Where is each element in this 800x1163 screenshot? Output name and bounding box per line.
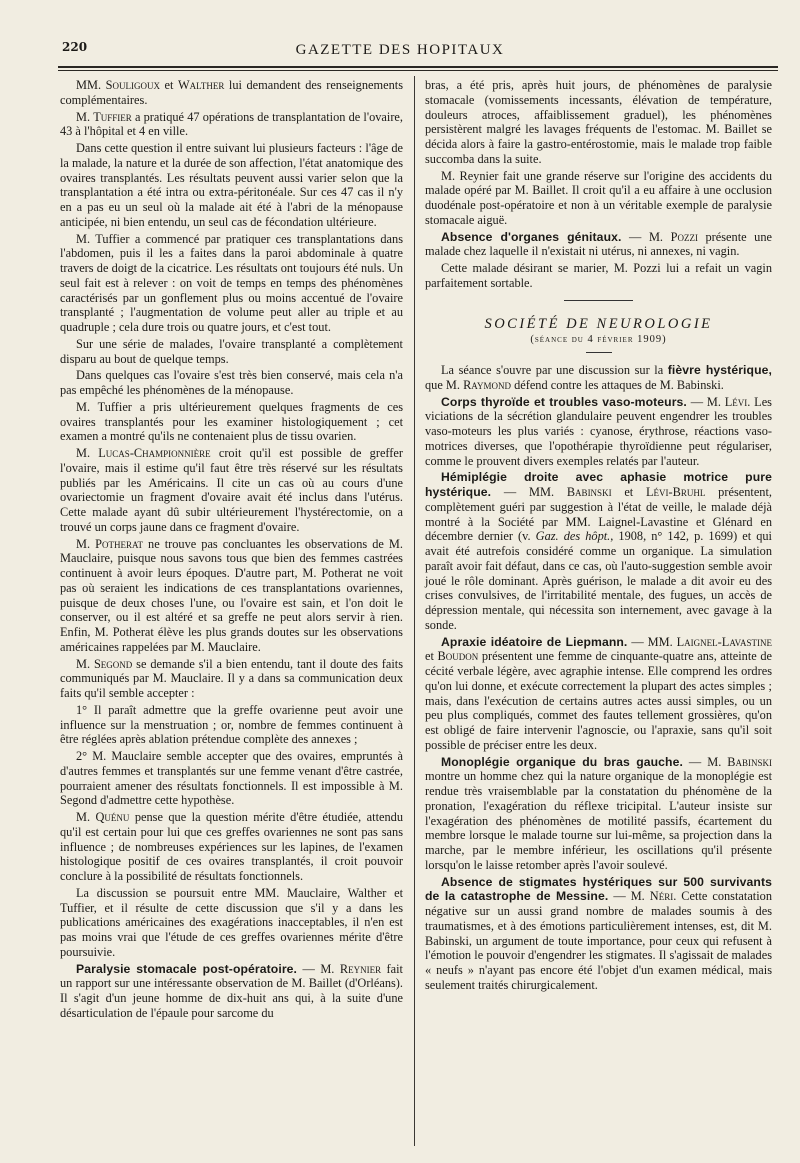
paragraph: 1° Il paraît admettre que la greffe ovarienne peut avoir une influence sur la menstruation ; or, nombre de femmes continuent à être réglées après ablation prétendue complète des annexes ; bbox=[60, 702, 403, 747]
section-ornament bbox=[425, 297, 772, 303]
paragraph: M. Tuffier a pratiqué 47 opérations de transplantation de l'ovaire, 43 à l'hôpital et 4 en ville. bbox=[60, 109, 403, 139]
paragraph: MM. Souligoux et Walther lui demandent des renseignements complémentaires. bbox=[60, 78, 403, 107]
paragraph: La discussion se poursuit entre MM. Mauclaire, Walther et Tuffier, et il résulte de cette discussion que s'il y a dans les publications américaines des exagérations inacceptables, il n'en est pas moins vrai que l'étude de ces greffes ovariennes mérite d'être poursuivie. bbox=[60, 885, 403, 959]
journal-title: GAZETTE DES HOPITAUX bbox=[295, 42, 505, 58]
paragraph: Dans cette question il entre suivant lui plusieurs facteurs : l'âge de la malade, la nature et la durée de son affection, l'état anatomique des ovaires transplantés. Les résultats peuvent aussi varier selon que la transplantation a été intra ou extra-péritonéale. Sur ces 47 cas il n'y en a pas eu un seul où la malade ait été à l'abri de la ménopause anticipée, ni bien entendu, un seul cas de fécondation ultérieure. bbox=[60, 141, 403, 229]
section-subtitle: (séance du 4 février 1909) bbox=[530, 334, 667, 346]
paragraph: Monoplégie organique du bras gauche. — M. Babinski montre un homme chez qui la nature organique de la monoplégie est rendue très vraisemblable par la constatation du phénomène de la pronation, l'exagération du réflexe tricipital. L'auteur insiste sur l'exagération des phénomènes de motilité passifs, écartement du membre lorsque le malade tourne sur lui-même, sa projection dans la marche, par le membre inférieur, les oscillations qu'il présente lorsqu'on le laisse retomber après l'avoir soulevé. bbox=[425, 754, 772, 872]
paragraph: M. Tuffier a commencé par pratiquer ces transplantations dans l'abdomen, puis il les a faites dans la paroi abdominale à quatre travers de doigt de la cicatrice. Les résultats ont toujours été nuls. Un seul fait est à relever : on voit de temps en temps des phénomènes caractérisés par un gonflement plus ou moins accentué de l'ovaire transplanté ; l'augmentation de volume peut aller au triple et au quadruple ; cela dure trois ou quatre jours, et c'est tout. bbox=[60, 231, 403, 334]
left-column bbox=[60, 78, 403, 1023]
paragraph: Paralysie stomacale post-opératoire. — M. Reynier fait un rapport sur une intéressante observation de M. Baillet (d'Orléans). Il s'agit d'un jeune homme de dix-huit ans qui, à la suite d'une désarticulation de l'épaule pour sarcome du bbox=[60, 961, 403, 1020]
right-column bbox=[425, 78, 772, 995]
section-title: SOCIÉTÉ DE NEUROLOGIE bbox=[484, 315, 713, 332]
section-rule bbox=[586, 352, 612, 353]
run-in-heading: Corps thyroïde et troubles vaso-moteurs. bbox=[441, 394, 687, 409]
paragraph: Absence de stigmates hystériques sur 500 survivants de la catastrophe de Messine. — M. Néri. Cette constatation négative sur un aussi grand nombre de malades soumis à des traumatismes, et à des émotions particulièrement intenses, est, dit M. Babinski, un argument de toute importance, pour ceux qui refusent à l'émotion le pouvoir d'engendrer les stigmates. Il s'agissait de malades « neufs » n'ayant pas encore été l'objet d'un examen médical, mais seulement traités chirurgicalement. bbox=[425, 874, 773, 992]
run-in-heading: Absence de stigmates hystériques sur 500 survivants de la catastrophe de Messine. bbox=[425, 874, 772, 904]
paragraph: M. Potherat ne trouve pas concluantes les observations de M. Mauclaire, puisque nous savons tous que bien des femmes castrées continuent à avoir leurs époques. D'autre part, M. Potherat ne voit pas où seraient les indications de ces transplantations ovariennes, puisque de deux choses l'une, ou l'ovaire est sain, et l'on doit le conserver, ou il est altéré et sa greffe ne peut alors servir à rien. Enfin, M. Potherat élève les plus grands doutes sur les observations américaines rappelées par M. Mauclaire. bbox=[60, 536, 403, 654]
paragraph: Absence d'organes génitaux. — M. Pozzi présente une malade chez laquelle il n'existait ni utérus, ni annexes, ni vagin. bbox=[425, 229, 773, 259]
run-in-heading: Paralysie stomacale post-opératoire. bbox=[76, 961, 298, 976]
paragraph: M. Tuffier a pris ultérieurement quelques fragments de ces ovaires transplantés pour les examiner histologiquement ; cet examen a montré qu'ils ne contenaient plus de tissu ovarien. bbox=[60, 399, 403, 444]
run-in-heading: Absence d'organes génitaux. bbox=[441, 229, 622, 244]
run-in-heading: Hémiplégie droite avec aphasie motrice pure hystérique. bbox=[425, 470, 772, 499]
paragraph: La séance s'ouvre par une discussion sur la fièvre hystérique, que M. Raymond défend contre les attaques de M. Babinski. bbox=[425, 363, 772, 392]
paragraph: M. Segond se demande s'il a bien entendu, tant il doute des faits communiqués par M. Mauclaire. Il y a dans sa communication deux faits qu'il semble accepter : bbox=[60, 656, 403, 700]
paragraph: Dans quelques cas l'ovaire s'est très bien conservé, mais cela n'a pas empêché les phénomènes de la ménopause. bbox=[60, 368, 403, 397]
paragraph: Sur une série de malades, l'ovaire transplanté a complètement disparu au bout de quelque temps. bbox=[60, 336, 403, 366]
header-rule bbox=[58, 66, 778, 71]
run-in-heading: fièvre hystérique, bbox=[667, 363, 772, 377]
paragraph: 2° M. Mauclaire semble accepter que des ovaires, empruntés à d'autres femmes et transplantés sur une femme venant d'être castrée, pourraient amener des résultats fonctionnels. Il est impossible à M. Segond d'admettre cette hypothèse. bbox=[60, 749, 403, 808]
paragraph: M. Lucas-Championnière croit qu'il est possible de greffer l'ovaire, mais il estime qu'il faut être très réservé sur les résultats publiés par les Américains. Il cite un cas où au cours d'une ovariectomie un fragment d'ovaire avait été inclus dans l'utérus. Cette malade ayant dû subir ultérieurement l'hystérectomie, on a trouvé un corps jaune dans ce fragment d'ovaire. bbox=[60, 446, 404, 534]
paragraph: M. Quénu pense que la question mérite d'être étudiée, attendu qu'il est certain pour lui que ces greffes ovariennes ne sont pas sans influence ; de nombreuses expériences sur les lapines, de l'examen histologique positif de ces ovaires transplantés, il croit pouvoir conclure à la possibilité de résultats fonctionnels. bbox=[60, 810, 403, 883]
paragraph: Apraxie idéatoire de Liepmann. — MM. Laignel-Lavastine et Boudon présentent une femme de cinquante-quatre ans, atteinte de cécité verbale légère, avec agraphie intense. Elle comprend les ordres qu'on lui donne, et exécute correctement la plupart des actes simples ; mais, dans l'exécution de certains autres actes aussi simples, ou un peu plus compliqués, commet des fautes tellement grossières, qu'on est obligé de faire intervenir l'agnoscie, ou l'apraxie, sans qu'il soit possible de préciser entre les deux. bbox=[425, 634, 772, 752]
column-divider bbox=[414, 76, 415, 1146]
page-number: 220 bbox=[62, 40, 88, 54]
run-in-heading: Monoplégie organique du bras gauche. bbox=[441, 754, 683, 769]
paragraph: Cette malade désirant se marier, M. Pozzi lui a refait un vagin parfaitement sortable. bbox=[425, 261, 772, 290]
paragraph: bras, a été pris, après huit jours, de phénomènes de paralysie stomacale (vomissements incessants, élévation de température, douleurs atroces, affaiblissement graduel), les phénomènes persistèrent malgré les lavages fréquents de l'estomac. M. Baillet se décida alors à faire la gastro-entérostomie, mais le malade trop faible succomba dans la suite. bbox=[425, 78, 772, 166]
paragraph: Corps thyroïde et troubles vaso-moteurs. — M. Lévi. Les viciations de la sécrétion glandulaire peuvent engendrer les troubles vaso-moteurs les plus variés : cyanose, érythrose, réactions vaso-motrices diverses, que l'opothérapie thyroïdienne peut régulariser, comme le prouvent divers exemples relatés par l'auteur. bbox=[425, 394, 772, 468]
paragraph: M. Reynier fait une grande réserve sur l'origine des accidents du malade opéré par M. Baillet. Il croit qu'il a eu affaire à une occlusion duodénale post-opératoire et non à un véritable exemple de paralysie stomacale aiguë. bbox=[425, 168, 772, 227]
paragraph: Hémiplégie droite avec aphasie motrice pure hystérique. — MM. Babinski et Lévi-Bruhl présentent, complètement guéri par suggestion à l'état de veille, le malade déjà montré à la Société par MM. Laignel-Lavastine et Glénard en décembre dernier (v. Gaz. des hôpt., 1908, n° 142, p. 1699) et qui avait été autrefois considéré comme un organique. La simulation paraît avoir fait défaut, dans ce cas, où l'auto-suggestion semble avoir joué le rôle dominant. Après guérison, le malade a dit avoir eu des crises convulsives, de l'irritabilité mentale, des fugues, un accès de dépression mentale, qui nécessita son internement, avec gavage à la sonde. bbox=[425, 470, 772, 632]
run-in-heading: Apraxie idéatoire de Liepmann. bbox=[441, 634, 628, 649]
